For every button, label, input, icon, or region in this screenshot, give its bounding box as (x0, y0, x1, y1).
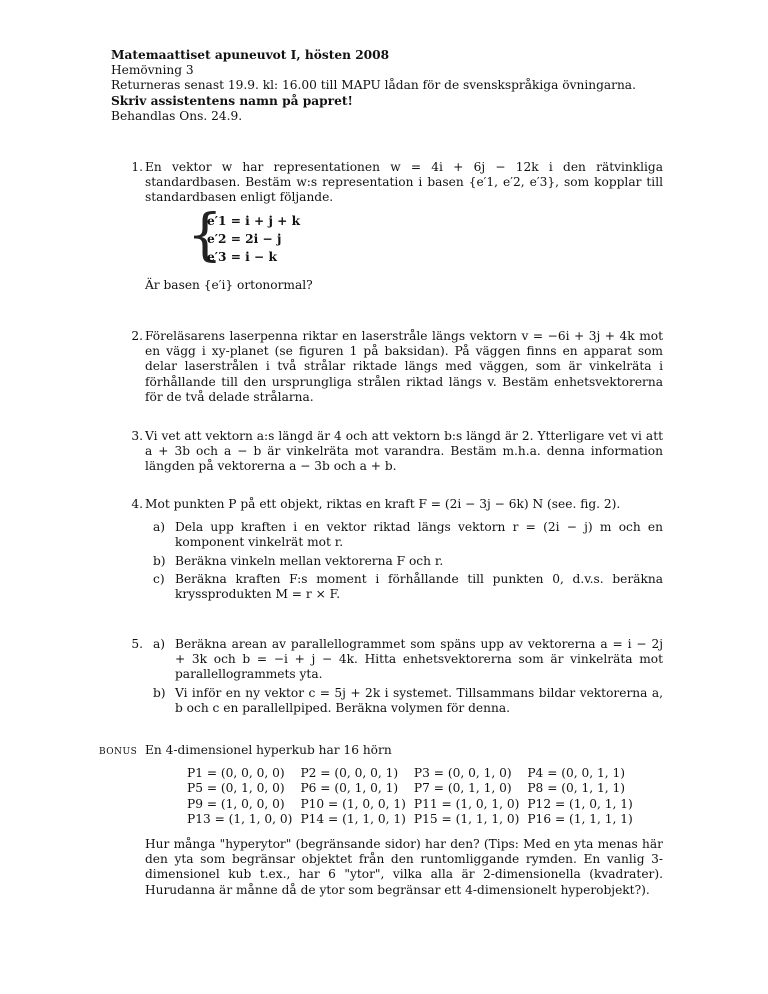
problem-text: En vektor w har representationen w = 4i + 6j − 12k i den rätvinkliga standardbasen. Bestäm w:s representation i basen {e′1, e′2, e′3}, som kopplar till standardbasen enligt följande. (145, 160, 663, 205)
subproblem-b (153, 553, 663, 569)
vertex-cell: P11 = (1, 0, 1, 0) (413, 796, 520, 811)
vertex-cell: P14 = (1, 1, 0, 1) (300, 811, 406, 826)
equation: e′1 = i + j + k (207, 213, 301, 228)
problem-5 (125, 637, 663, 716)
vertex-cell: P13 = (1, 1, 0, 0) (187, 811, 293, 826)
problem-text: Föreläsarens laserpenna riktar en laserstråle längs vektorn v = −6i + 3j + 4k mot en vägg i xy-planet (se figuren 1 på baksidan). På väggen finns en apparat som delar laserstrålen i två strålar riktade längs med väggen, som är vinkelräta i förhållande till den ursprungliga strålen riktad längs v. Bestäm enhetsvektorerna för de två delade strålarna. (145, 329, 663, 404)
problem-number: 4. (131, 497, 143, 511)
subproblem-a (153, 637, 663, 683)
equation: e′2 = 2i − j (207, 231, 282, 246)
vertex-cell: P1 = (0, 0, 0, 0) (187, 766, 285, 781)
left-brace: { (187, 202, 223, 268)
bonus-problem (125, 743, 663, 898)
problem-number: 5. (131, 637, 143, 651)
problem-number: 1. (131, 160, 143, 174)
subproblem-label: a) (153, 637, 166, 651)
vertex-cell: P9 = (1, 0, 0, 0) (187, 796, 285, 811)
vertex-cell: P16 = (1, 1, 1, 1) (527, 811, 633, 826)
assignment-title: Hemövning 3 (111, 63, 194, 78)
vertex-cell: P5 = (0, 1, 0, 0) (187, 781, 285, 796)
subproblem-text: Beräkna arean av parallellogrammet som späns upp av vektorerna a = i − 2j + 3k och b = −i + j − 4k. Hitta enhetsvektorerna som är vinkelräta mot parallellogrammets yta. (175, 637, 663, 682)
subproblem-text: Beräkna vinkeln mellan vektorerna F och r. (175, 553, 444, 568)
vertex-cell: P4 = (0, 0, 1, 1) (527, 766, 626, 781)
discussion-date: Behandlas Ons. 24.9. (111, 108, 243, 123)
bonus-question: Hur många "hyperytor" (begränsande sidor) har den? (Tips: Med en yta menas här den yta som begränsar objektet från den runtomliggande rymden. En vanlig 3-dimensionel kub t.ex., har 6 "ytor", vilka alla är 2-dimensionella (kvadrater). Hurudanna är månne då de ytor som begränsar ett 4-dimensionelt hyperobjekt?). (145, 837, 663, 897)
vertex-cell: P6 = (0, 1, 0, 1) (300, 781, 399, 796)
problem-4 (125, 497, 663, 602)
table-row (187, 781, 641, 796)
problem-number: 3. (131, 429, 143, 443)
vertex-cell: P15 = (1, 1, 1, 0) (413, 811, 520, 826)
deadline-text: Returneras senast 19.9. kl: 16.00 till MAPU lådan för de svenskspråkiga övningarna. (111, 78, 636, 93)
vertex-cell: P8 = (0, 1, 1, 1) (527, 781, 626, 796)
problem-3 (125, 429, 663, 475)
problem-1 (125, 160, 663, 293)
header (111, 48, 671, 124)
problem-text: Mot punkten P på ett objekt, riktas en kraft F = (2i − 3j − 6k) N (see. fig. 2). (145, 497, 621, 511)
vertex-cell: P7 = (0, 1, 1, 0) (413, 781, 512, 796)
table-row (187, 812, 641, 827)
vertex-cell: P2 = (0, 0, 0, 1) (300, 766, 399, 781)
subproblem-text: Beräkna kraften F:s moment i förhållande till punkten 0, d.v.s. beräkna kryssprodukten M = r × F. (175, 571, 663, 602)
instruction-text: Skriv assistentens namn på papret! (111, 93, 353, 108)
subproblem-label: b) (153, 553, 166, 568)
problem-text: Vi vet att vektorn a:s längd är 4 och att vektorn b:s längd är 2. Ytterligare vet vi att a + 3b och a − b är vinkelräta mot varandra. Bestäm m.h.a. denna information längden på vektorerna a − 3b och a + b. (145, 429, 663, 474)
hypercube-vertices-table (187, 766, 641, 827)
vertex-cell: P3 = (0, 0, 1, 0) (413, 766, 512, 781)
course-title: Matemaattiset apuneuvot I, hösten 2008 (111, 48, 390, 62)
problem-number: 2. (131, 329, 143, 343)
vertex-cell: P12 = (1, 0, 1, 1) (527, 796, 633, 811)
subproblem-label: b) (153, 685, 166, 700)
subproblem-a (153, 520, 663, 550)
vertex-cell: P10 = (1, 0, 0, 1) (300, 796, 406, 811)
subproblem-label: c) (153, 571, 165, 586)
equation-system (187, 202, 663, 268)
subproblem-b (153, 685, 663, 716)
subproblem-text: Vi inför en ny vektor c = 5j + 2k i systemet. Tillsammans bildar vektorerna a, b och c en parallellpiped. Beräkna volymen för denna. (175, 685, 663, 715)
problem-question: Är basen {e′i} ortonormal? (145, 277, 313, 292)
table-row (187, 797, 641, 812)
subproblem-label: a) (153, 520, 166, 535)
equation: e′3 = i − k (207, 249, 277, 264)
subproblem-c (153, 571, 663, 602)
problem-2 (125, 329, 663, 405)
bonus-label: BONUS (99, 747, 138, 757)
subproblem-text: Dela upp kraften i en vektor riktad längs vektorn r = (2i − j) m och en komponent vinkelrät mot r. (175, 520, 663, 550)
bonus-intro: En 4-dimensionel hyperkub har 16 hörn (145, 743, 392, 757)
table-row (187, 766, 641, 781)
